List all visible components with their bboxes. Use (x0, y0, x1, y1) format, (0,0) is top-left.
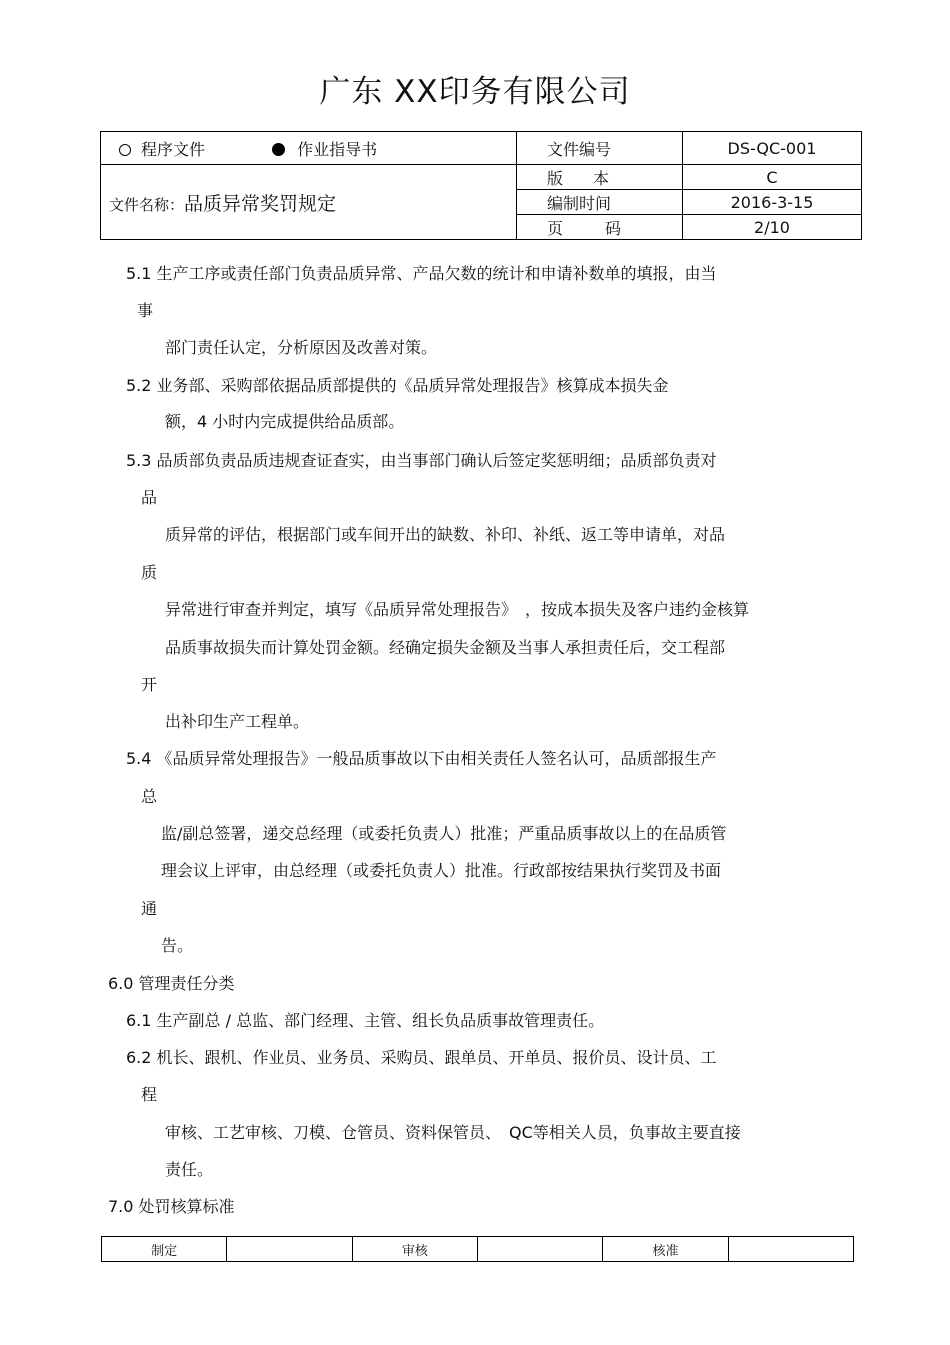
approval-table (101, 1236, 854, 1262)
made-value (227, 1237, 352, 1262)
text-line: 总 (141, 787, 158, 806)
text-line: 事 (137, 301, 154, 320)
approve-label: 核准 (603, 1237, 728, 1262)
date-value: 2016-3-15 (683, 190, 862, 215)
text-line: 质 (141, 563, 158, 582)
text-line: 通 (141, 899, 158, 918)
option-program: 程序文件 (141, 139, 206, 159)
text-line: 品 (141, 488, 158, 507)
company-title: 广东 XX印务有限公司 (319, 74, 631, 110)
text-line: 6.2 机长、跟机、作业员、业务员、采购员、跟单员、开单员、报价员、设计员、工 (126, 1048, 717, 1067)
text-line: 部门责任认定，分析原因及改善对策。 (165, 338, 438, 357)
text-line: 额，4 小时内完成提供给品质部。 (165, 412, 405, 431)
text-line: 6.1 生产副总 / 总监、部门经理、主管、组长负品质事故管理责任。 (126, 1011, 605, 1030)
version-value: C (683, 165, 862, 190)
text-line: 程 (141, 1085, 158, 1104)
text-line: 告。 (161, 936, 194, 955)
text-line: 审核、工艺审核、刀模、仓管员、资料保管员、 QC等相关人员，负事故主要直接 (165, 1123, 741, 1142)
file-name-label: 文件名称： (109, 195, 185, 214)
review-label: 审核 (352, 1237, 477, 1262)
text-line: 开 (141, 675, 158, 694)
option-instruction: 作业指导书 (297, 139, 378, 159)
text-line: 5.1 生产工序或责任部门负责品质异常、产品欠数的统计和申请补数单的填报，由当 (126, 264, 717, 283)
text-line: 异常进行审查并判定，填写《品质异常处理报告》 ，按成本损失及客户违约金核算 (165, 600, 750, 619)
text-line: 5.3 品质部负责品质违规查证查实，由当事部门确认后签定奖惩明细；品质部负责对 (126, 451, 717, 470)
text-line: 责任。 (165, 1160, 214, 1179)
date-label: 编制时间 (517, 190, 683, 215)
section-heading: 7.0 处罚核算标准 (108, 1197, 235, 1216)
text-line: 出补印生产工程单。 (165, 712, 310, 731)
text-line: 5.2 业务部、采购部依据品质部提供的《品质异常处理报告》核算成本损失金 (126, 376, 669, 395)
page-value: 2/10 (683, 215, 862, 240)
text-line: 质异常的评估，根据部门或车间开出的缺数、补印、补纸、返工等申请单，对品 (165, 525, 726, 544)
section-heading: 6.0 管理责任分类 (108, 974, 235, 993)
text-line: 理会议上评审，由总经理（或委托负责人）批准。行政部按结果执行奖罚及书面 (161, 861, 722, 880)
review-value (478, 1237, 603, 1262)
text-line: 品质事故损失而计算处罚金额。经确定损失金额及当事人承担责任后，交工程部 (165, 638, 726, 657)
file-name-value: 品质异常奖罚规定 (184, 192, 337, 215)
doc-no-label: 文件编号 (517, 132, 683, 165)
page-label: 页码 (517, 215, 683, 240)
doc-no-value: DS-QC-001 (683, 132, 862, 165)
version-label: 版本 (517, 165, 683, 190)
text-line: 监/副总签署，递交总经理（或委托负责人）批准；严重品质事故以上的在品质管 (161, 824, 727, 843)
text-line: 5.4 《品质异常处理报告》一般品质事故以下由相关责任人签名认可，品质部报生产 (126, 749, 717, 768)
approve-value (728, 1237, 853, 1262)
made-label: 制定 (102, 1237, 227, 1262)
